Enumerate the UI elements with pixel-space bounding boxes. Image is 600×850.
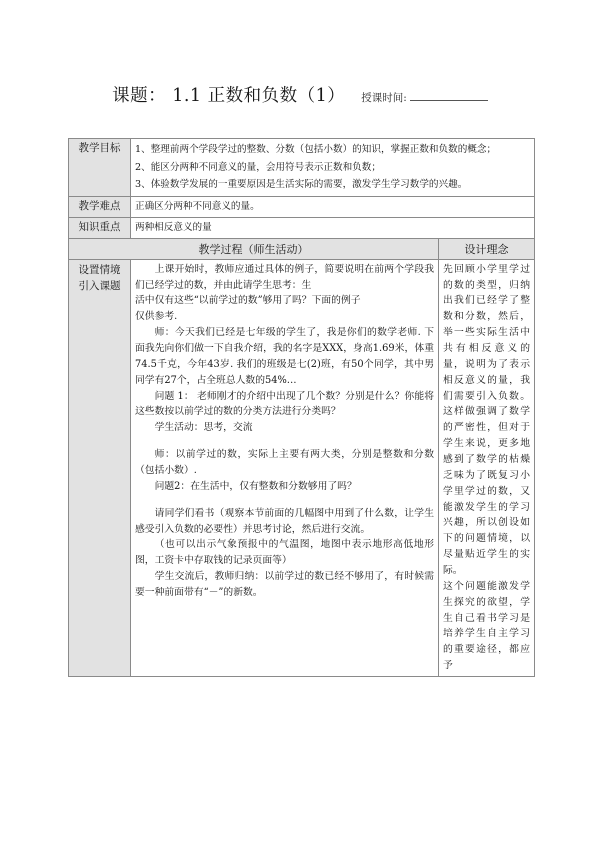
objective-line-3: 3、体验数学发展的一重要原因是生活实际的需要，激发学生学习数学的兴趣。 bbox=[135, 179, 468, 191]
stage-label-line2: 引入课题 bbox=[78, 279, 121, 292]
process-paragraph: 师：以前学过的数，实际上主要有两大类，分别是整数和分数（包括小数）. bbox=[135, 449, 434, 477]
process-paragraph: 学生交流后，教师归纳：以前学过的数已经不够用了，有时候需要一种前面带有“－”的新数。 bbox=[135, 571, 434, 599]
stage-label-line1: 设置情境 bbox=[78, 263, 121, 276]
process-paragraph: 上课开始时，教师应通过具体的例子，简要说明在前两个学段我们已经学过的数，并由此请学生思考：生 bbox=[135, 263, 434, 291]
process-paragraph: 学生活动：思考，交流 bbox=[154, 422, 253, 434]
objective-label: 教学目标 bbox=[69, 139, 131, 197]
process-paragraph: 问题2：在生活中，仅有整数和分数够用了吗？ bbox=[154, 480, 357, 492]
stage-label bbox=[69, 259, 131, 676]
design-paragraph: 先回顾小学里学过的数的类型，归纳出我们已经学了整数和分数，然后，举一些实际生活中共有相反意义的量，说明为了表示相反意义的量，我们需要引入负数。这样做强调了数学的严密性，但对于学生来说，更多地感到了数学的枯燥乏味为了既复习小学里学过的数，又能激发学生的学习兴趣，所以创设如下的问题情境，以尽量贴近学生的实际。 bbox=[443, 263, 531, 577]
process-content bbox=[131, 259, 439, 676]
process-paragraph: 问题 1： 老师刚才的介绍中出现了几个数？分别是什么？你能将这些数按以前学过的数的分类方法进行分类吗？ bbox=[135, 390, 434, 418]
lesson-date-label: 授课时间: bbox=[361, 92, 407, 104]
design-content bbox=[439, 259, 535, 676]
keypoint-label: 知识重点 bbox=[69, 217, 131, 238]
difficulty-content: 正确区分两种不同意义的量。 bbox=[131, 197, 535, 218]
objective-line-2: 2、能区分两种不同意义的量，会用符号表示正数和负数； bbox=[135, 161, 381, 173]
process-paragraph: 请同学们看书（观察本节前面的几幅图中用到了什么数，让学生感受引入负数的必要性）并思考讨论，然后进行交流。 bbox=[135, 507, 434, 535]
process-paragraph: 师：今天我们已经是七年级的学生了，我是你们的数学老师. 下面我先向你们做一下自我介绍，我的名字是XXX，身高1.69米，体重74.5千克，今年43岁. 我们的班级是七(2)班，有50个同学，其中男同学有27个，占全班总人数的54%… bbox=[135, 327, 434, 386]
keypoint-content: 两种相反意义的量 bbox=[131, 217, 535, 238]
difficulty-label: 教学难点 bbox=[69, 197, 131, 218]
objective-content bbox=[131, 139, 535, 197]
lesson-date-field bbox=[361, 90, 488, 105]
lesson-date-blank[interactable] bbox=[410, 91, 488, 101]
table-row-difficulty bbox=[69, 197, 535, 218]
table-row-objectives bbox=[69, 139, 535, 197]
table-row-body bbox=[69, 259, 535, 676]
design-column-header: 设计理念 bbox=[439, 238, 535, 259]
table-row-keypoint bbox=[69, 217, 535, 238]
title-row bbox=[0, 82, 600, 107]
process-paragraph: （也可以出示气象预报中的气温图，地图中表示地形高低地形图，工资卡中存取钱的记录页面等） bbox=[135, 539, 434, 567]
page-title: 课题： 1.1 正数和负数（1） bbox=[112, 86, 346, 106]
process-paragraph: 活中仅有这些“以前学过的数”够用了吗？下面的例子 bbox=[135, 295, 361, 307]
table-row-section-headers bbox=[69, 238, 535, 259]
lesson-plan-table bbox=[68, 138, 535, 677]
process-paragraph: 仅供参考. bbox=[135, 311, 178, 323]
process-column-header: 教学过程（师生活动） bbox=[69, 238, 439, 259]
design-paragraph: 这个问题能激发学生探究的欲望，学生自己看书学习是培养学生自主学习的重要途径，都应予 bbox=[443, 580, 531, 672]
objective-line-1: 1、整理前两个学段学过的整数、分数（包括小数）的知识，掌握正数和负数的概念； bbox=[135, 144, 497, 155]
